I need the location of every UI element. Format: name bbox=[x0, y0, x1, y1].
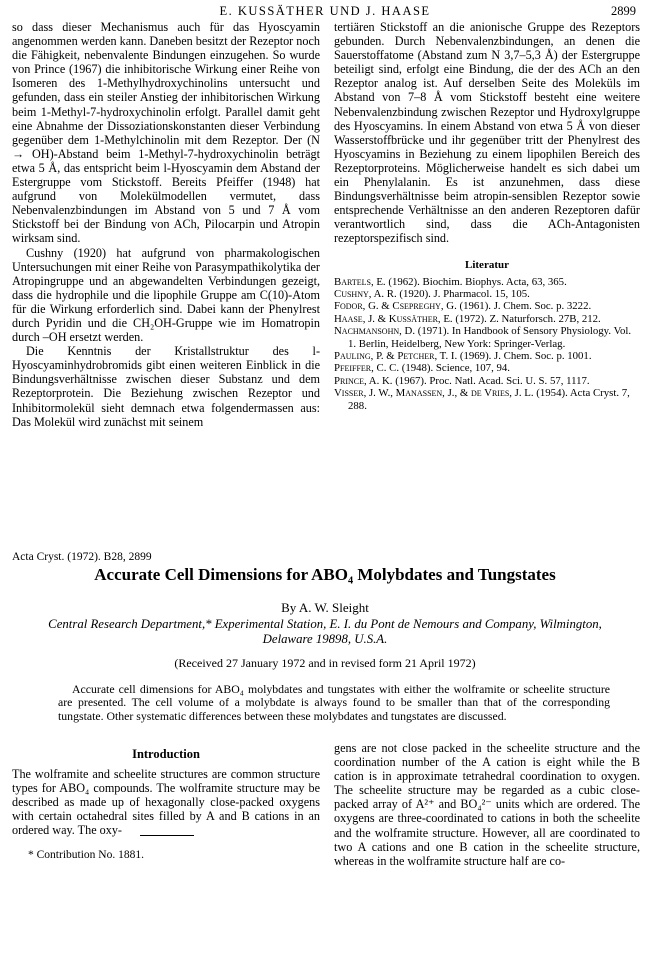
paragraph: The wolframite and scheelite structures are common structure types for ABO₄ compounds. The wolframite structure may be described as made up of hexagonally close-packed oxygens with certain octahedral sites filled by A and B cations in an ordered way. The oxy- bbox=[12, 767, 320, 838]
page-number: 2899 bbox=[611, 4, 636, 18]
reference-item bbox=[334, 362, 640, 374]
paragraph: so dass dieser Mechanismus auch für das Hyoscyamin angenommen werden kann. Daneben besitzt der Rezeptor noch die Fähigkeit, nebenvalente Bindungen einzugehen. So wurde von Prince (1967) die inhibitorische Wirkung einer Reihe von Isomeren des 1-Methylhydroxychinolins untersucht und gefunden, dass ein steiler Anstieg der inhibitorischen Wirkung beim 1-Methyl-7-hydroxychinolin erfolgt. Parallel damit geht eine Abnahme der Dissoziationskonstanten dieser Verbindung gegenüber dem 1-Methylchinolin mit dem Rezeptor. Der (N → OH)-Abstand beim 1-Methyl-7-hydroxychinolin beträgt etwa 5 Å, das entspricht beim l-Hyoscyamin dem Abstand der Estergruppe vom Stickstoff. Bereits Pfeiffer (1948) hat aufgrund von Molekülmodellen vermutet, dass Nebenvalenzbindungen im Abstand von 5 und 7 Å vom Stickstoff bei der Bindung von ACh, Pilocarpin und Atropin wirksam sind. bbox=[12, 20, 320, 246]
reference-details: (1971). In Handbook of Sensory Physiology. Vol. 1. Berlin, Heidelberg, New York: Springer-Verlag. bbox=[348, 325, 632, 350]
reference-author: Cushny, A. R. bbox=[334, 288, 397, 300]
reference-details: (1972). Z. Naturforsch. 27B, 212. bbox=[455, 312, 601, 325]
footnote: * Contribution No. 1881. bbox=[28, 849, 144, 861]
author-affiliation: Central Research Department,* Experimental Station, E. I. du Pont de Nemours and Company, Wilmington, Delaware 19898, U.S.A. bbox=[48, 617, 602, 646]
article-title: Accurate Cell Dimensions for ABO₄ Molybdates and Tungstates bbox=[94, 565, 556, 584]
running-title: E. KUSSÄTHER UND J. HAASE bbox=[219, 4, 431, 18]
reference-author: Nachmansohn, D. bbox=[334, 325, 416, 338]
paragraph: Die Kenntnis der Kristallstruktur des l-Hyoscyaminhydrobromids gibt einen weiteren Einblick in die Bindungsverhältnisse zwischen dieser Substanz und dem Rezeptorprotein. Die Beziehung zwischen Rezeptor und Inhibitormolekül sieht demnach etwa folgendermassen aus: Das Molekül wird zunächst mit seinem bbox=[12, 344, 320, 429]
reference-author: Bartels, E. bbox=[334, 275, 386, 288]
running-header bbox=[0, 2, 650, 22]
references-heading: Literatur bbox=[465, 258, 509, 271]
reference-item bbox=[334, 375, 640, 387]
reference-author: Haase, J. & Kussäther, E. bbox=[334, 312, 453, 325]
reference-details: (1962). Biochim. Biophys. Acta, 63, 365. bbox=[388, 275, 567, 288]
reference-item bbox=[334, 313, 640, 325]
journal-citation: Acta Cryst. (1972). B28, 2899 bbox=[12, 551, 152, 563]
references-list bbox=[334, 276, 640, 412]
received-date: (Received 27 January 1972 and in revised form 21 April 1972) bbox=[174, 656, 476, 670]
right-column-bottom bbox=[334, 741, 640, 868]
left-column-top bbox=[12, 20, 320, 429]
reference-item bbox=[334, 350, 640, 362]
reference-author: Prince, A. K. bbox=[334, 374, 393, 387]
reference-details: (1961). J. Chem. Soc. p. 3222. bbox=[459, 300, 592, 313]
reference-details: (1948). Science, 107, 94. bbox=[401, 362, 510, 375]
reference-author: Fodor, G. & Csepreghy, G. bbox=[334, 300, 457, 313]
introduction-heading: Introduction bbox=[132, 747, 200, 761]
reference-author: Visser, J. W., Manassen, J., & de Vries, J. L. bbox=[334, 387, 534, 400]
abstract: Accurate cell dimensions for ABO₄ molybdates and tungstates with either the wolframite or scheelite structure are presented. The cell volume of a molybdate is always found to be smaller than that of the corresponding tungstate. Other systematic differences between these molybdates and tungstates are discussed. bbox=[58, 682, 610, 723]
reference-item bbox=[334, 387, 640, 412]
reference-item bbox=[334, 300, 640, 312]
reference-item bbox=[334, 325, 640, 350]
paragraph: gens are not close packed in the scheelite structure and the coordination number of the A cation is eight while the B cation is in approximate tetrahedral coordination to oxygen. The scheelite structure may be regarded as a cubic close-packed array of A²⁺ and BO₄²⁻ units which are ordered. The oxygens are three-coordinated to cations in both the scheelite and the wolframite structure. However, all are coordinated to two A cations and one B cation in the scheelite structure, whereas in the wolframite structure half are co- bbox=[334, 741, 640, 868]
reference-item bbox=[334, 276, 640, 288]
reference-details: (1967). Proc. Natl. Acad. Sci. U. S. 57, 1117. bbox=[395, 374, 590, 387]
paragraph: tertiären Stickstoff an die anionische Gruppe des Rezeptors gebunden. Durch Nebenvalenzbindungen, an denen die Sauerstoffatome (Abstand zum N 3,7–5,3 Å) der Estergruppe beteiligt sind, erfolgt eine Bindung, die der des ACh an den Rezeptor analog ist. Auf derselben Seite des Moleküls im Abstand von 7–8 Å vom Stickstoff besteht eine weitere Nebenvalenzbindung zwischen Rezeptor und Hydroxylgruppe des Hyoscyamins. In einem Abstand von etwa 5 Å von dieser Wasserstoffbrücke und ihr gegenüber tritt der Phenylrest des Hyoscyamins in Beziehung zu einem lipophilen Bereich des Rezeptorproteins. Möglicherweise handelt es sich dabei um ein Phenylalanin. Es ist anzunehmen, dass diese Bindungsverhältnisse beim atropin-sensiblen Rezeptor sowie entsprechende Verhältnisse an den anderen Rezeptoren dafür verantwortlich sind, dass die ACh-Antagonisten rezeptorspezifisch sind. bbox=[334, 20, 640, 246]
footnote-rule bbox=[140, 835, 194, 836]
reference-item bbox=[334, 288, 640, 300]
reference-author: Pfeiffer, C. C. bbox=[334, 362, 400, 375]
reference-author: Pauling, P. & Petcher, T. I. bbox=[334, 350, 458, 363]
reference-details: (1920). J. Pharmacol. 15, 105. bbox=[399, 288, 530, 300]
reference-details: (1969). J. Chem. Soc. p. 1001. bbox=[459, 350, 592, 363]
article-author: By A. W. Sleight bbox=[281, 600, 369, 615]
left-column-bottom bbox=[12, 747, 320, 838]
right-column-top bbox=[334, 20, 640, 412]
paragraph: Cushny (1920) hat aufgrund von pharmakologischen Untersuchungen mit einer Reihe von Parasympathikolytika der Atropingruppe und an abgewandelten Verbindungen gezeigt, dass die hydrophile und die lipophile Gruppe am C(10)-Atom für die Wirkung erforderlich sind. Dabei kann der Phenylrest durch Pyridin und die CH₂OH-Gruppe wie im Homatropin durch –OH ersetzt werden. bbox=[12, 245, 320, 345]
reference-details: (1954). Acta Cryst. 7, 288. bbox=[348, 387, 630, 412]
